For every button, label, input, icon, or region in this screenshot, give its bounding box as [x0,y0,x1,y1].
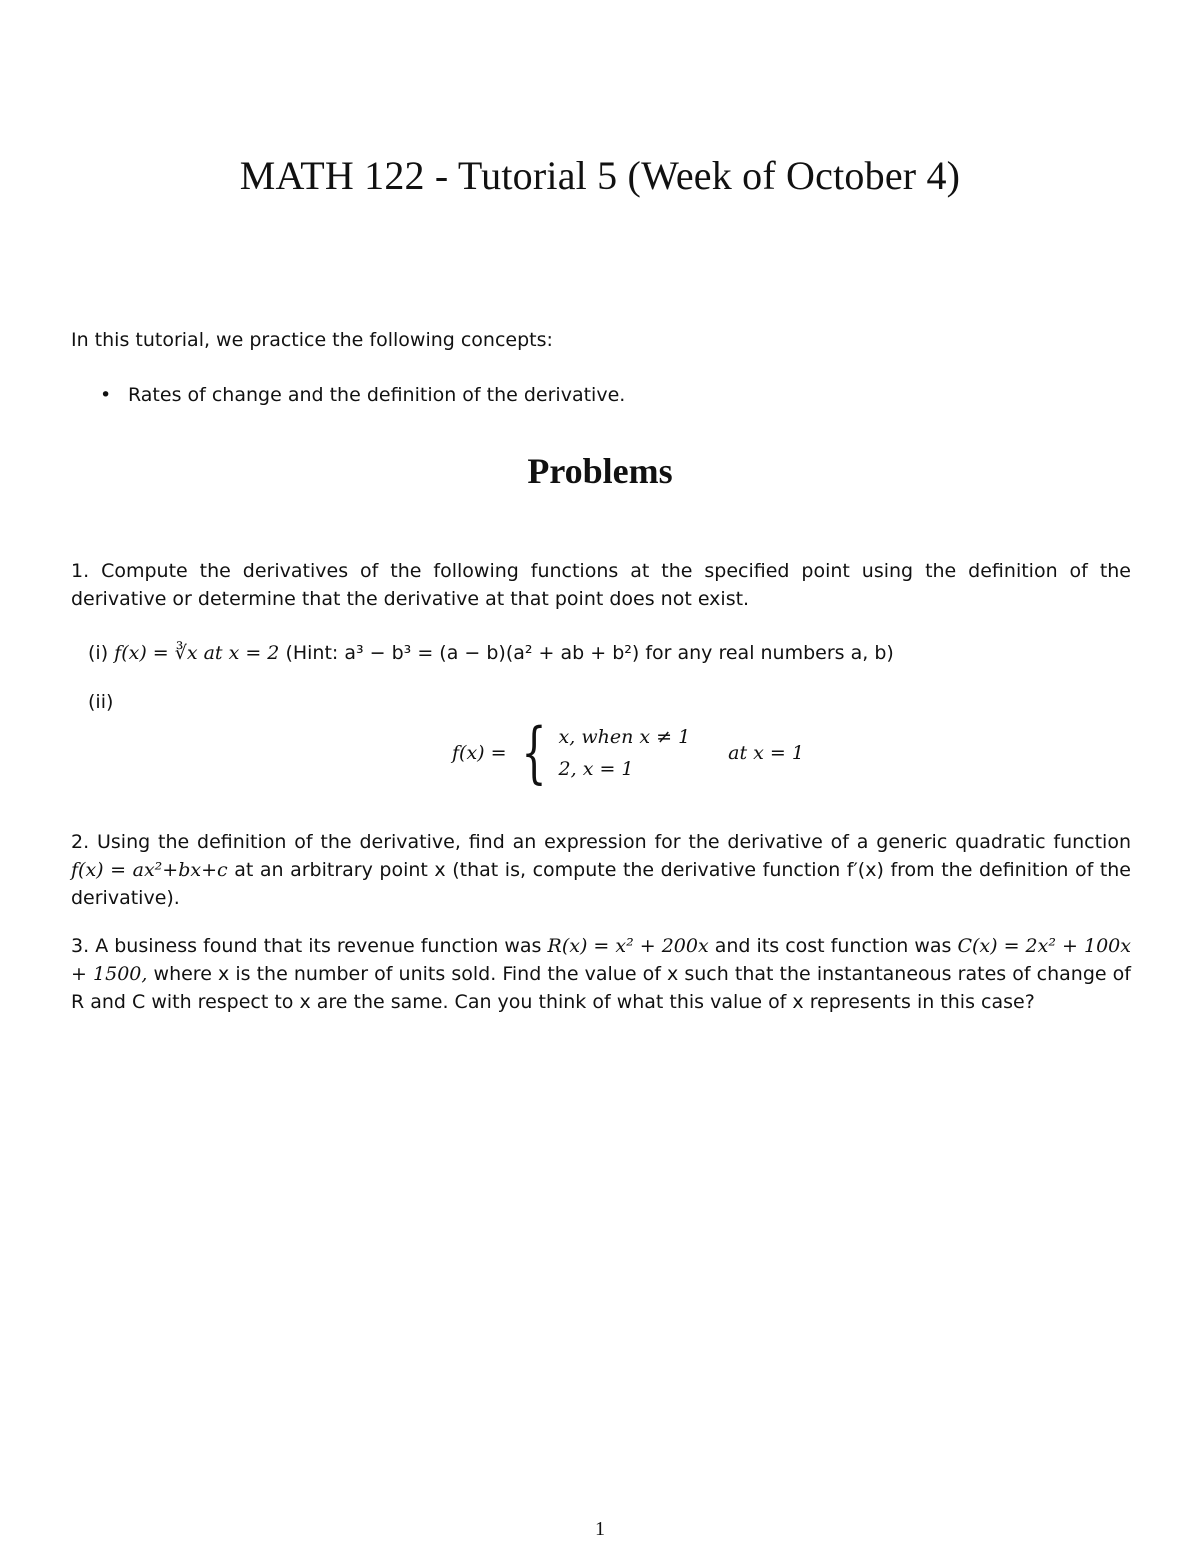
piecewise-case-1: x, when x ≠ 1 [558,726,691,748]
problem-1 [71,557,1131,613]
concept-list [100,381,1130,409]
left-brace-icon: { [520,714,547,791]
problem-number: 1. [71,560,90,582]
cost-function: C(x) = 2x² + 100x + 1500, [71,935,1131,985]
problem-1-part-ii-label: (ii) [88,691,114,713]
bullet-icon: • [100,384,112,406]
piecewise-lhs: f(x) = [452,742,507,764]
problem-text-continued: at an arbitrary point x (that is, compute the derivative function f′(x) from the definition of the derivative). [71,859,1132,909]
problem-text-middle: and its cost function was [714,935,952,957]
problem-number: 2. [71,831,90,853]
problem-text: Using the definition of the derivative, find an expression for the derivative of a generic quadratic function [96,831,1131,853]
revenue-function: R(x) = x² + 200x [547,935,709,957]
piecewise-case-2: 2, x = 1 [558,758,634,780]
page-number: 1 [595,1518,605,1540]
part-label: (i) [88,642,109,664]
list-item [100,381,1130,409]
hint-text: (Hint: a³ − b³ = (a − b)(a² + ab + b²) for any real numbers a, b) [285,642,894,664]
document-title: MATH 122 - Tutorial 5 (Week of October 4) [239,153,961,198]
problem-2 [71,828,1131,912]
function-definition: f(x) = ∛x at x = 2 [114,642,280,664]
problem-text-continued: where x is the number of units sold. Find the value of x such that the instantaneous rates of change of R and C with respect to x are the same. Can you think of what this value of x represents in this case? [71,963,1132,1013]
quadratic-formula: f(x) = ax²+bx+c [71,859,228,881]
problems-heading: Problems [527,451,673,491]
piecewise-cases [559,723,691,783]
problem-number: 3. [71,935,90,957]
problem-1-part-i [88,639,1128,667]
concept-text: Rates of change and the definition of the derivative. [128,384,626,406]
problem-3 [71,932,1131,1016]
problem-text: A business found that its revenue function was [95,935,542,957]
problem-text: Compute the derivatives of the following functions at the specified point using the definition of the derivative or determine that the derivative at that point does not exist. [71,560,1131,610]
intro-text: In this tutorial, we practice the following concepts: [71,329,553,351]
piecewise-function [452,713,804,793]
evaluation-point: at x = 1 [728,742,804,764]
